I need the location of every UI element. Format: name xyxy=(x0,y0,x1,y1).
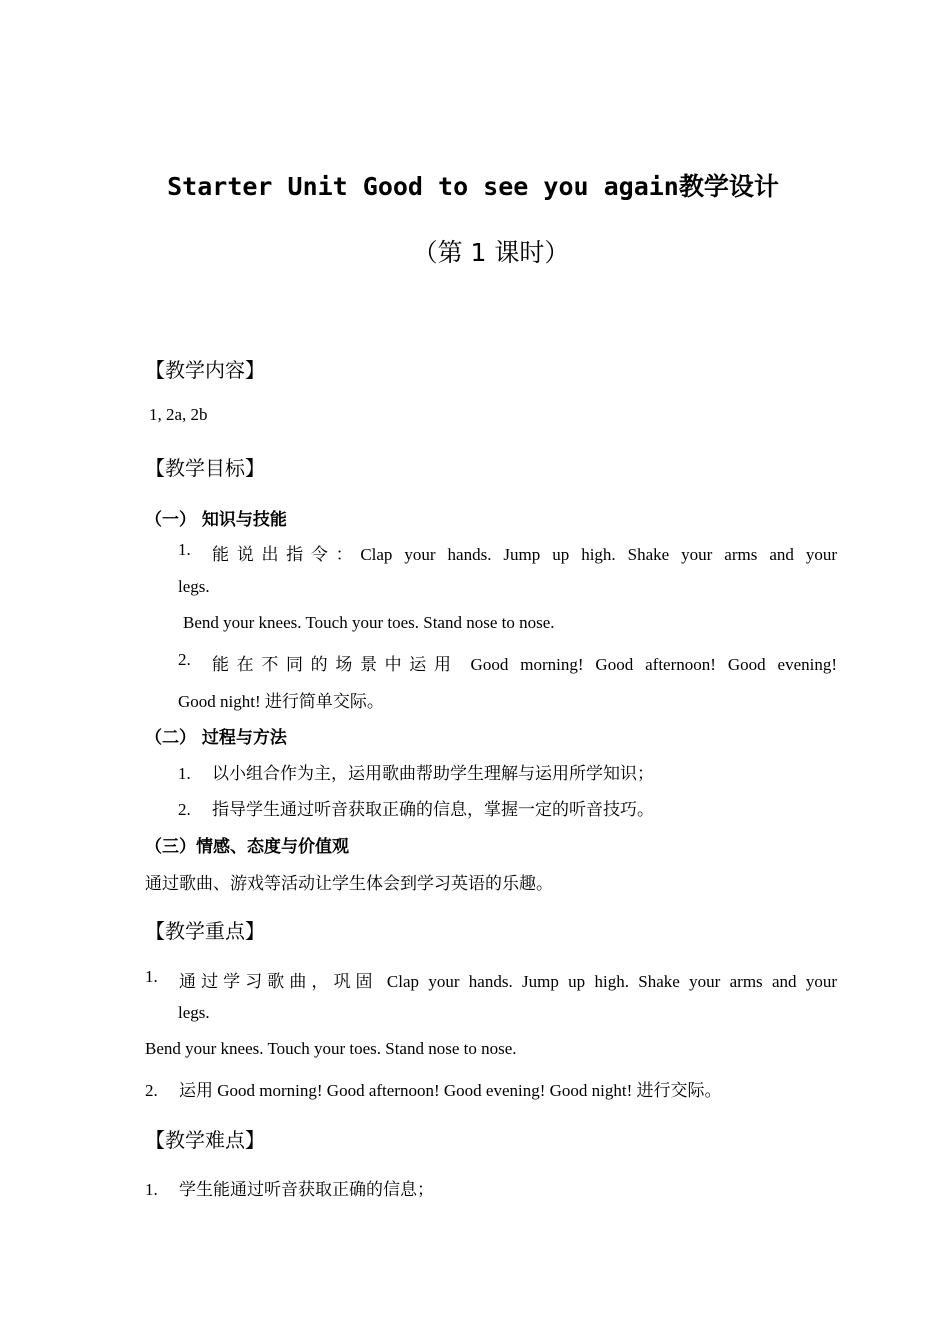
knowledge-label: （一） 知识与技能 xyxy=(145,510,287,530)
emotion-label: （三）情感、态度与价值观 xyxy=(145,837,349,857)
knowledge-item-1 xyxy=(178,540,837,565)
key-point-item-2-text: 运用 Good morning! Good afternoon! Good evening! Good night! 进行交际。 xyxy=(179,1081,722,1100)
list-number: 2. xyxy=(178,800,191,819)
heading-objectives: 【教学目标】 xyxy=(145,456,265,480)
list-number: 1. xyxy=(145,967,158,986)
knowledge-item-2-line-1: 能在不同的场景中运用 Good morning! Good afternoon! Good evening! xyxy=(212,655,837,674)
document-subtitle: （第 1 课时） xyxy=(412,238,570,267)
process-item-2-text: 指导学生通过听音获取正确的信息，掌握一定的听音技巧。 xyxy=(212,800,654,819)
list-number: 1. xyxy=(178,764,191,783)
knowledge-item-1-line-3: Bend your knees. Touch your toes. Stand nose to nose. xyxy=(183,613,555,632)
list-number: 1. xyxy=(145,1180,158,1199)
key-point-item-1 xyxy=(145,967,837,992)
difficulty-item-1-text: 学生能通过听音获取正确的信息； xyxy=(179,1180,434,1199)
knowledge-item-2-line-2: Good night! 进行简单交际。 xyxy=(178,692,384,711)
process-label: （二） 过程与方法 xyxy=(145,728,287,748)
list-number: 2. xyxy=(178,650,191,669)
key-point-item-1-line-2: legs. xyxy=(178,1003,210,1022)
document-title xyxy=(0,167,946,203)
title-chinese: 教学设计 xyxy=(678,172,779,201)
emotion-text: 通过歌曲、游戏等活动让学生体会到学习英语的乐趣。 xyxy=(145,874,553,893)
content-text: 1, 2a, 2b xyxy=(149,405,208,424)
key-point-item-2 xyxy=(145,1076,722,1101)
list-number: 2. xyxy=(145,1081,158,1100)
heading-key-points: 【教学重点】 xyxy=(145,919,265,943)
knowledge-item-2 xyxy=(178,650,837,675)
heading-difficulties: 【教学难点】 xyxy=(145,1128,265,1152)
key-point-item-1-line-1: 通过学习歌曲，巩固 Clap your hands. Jump up high. Shake your arms and your xyxy=(179,972,837,991)
difficulty-item-1 xyxy=(145,1175,434,1200)
process-item-1 xyxy=(178,759,654,784)
heading-content: 【教学内容】 xyxy=(145,358,265,382)
list-number: 1. xyxy=(178,540,191,559)
knowledge-item-1-line-2: legs. xyxy=(178,577,210,596)
key-point-item-1-line-3: Bend your knees. Touch your toes. Stand nose to nose. xyxy=(145,1039,517,1058)
process-item-1-text: 以小组合作为主，运用歌曲帮助学生理解与运用所学知识； xyxy=(212,764,654,783)
knowledge-item-1-line-1: 能说出指令：Clap your hands. Jump up high. Shake your arms and your xyxy=(212,545,837,564)
title-english: Starter Unit Good to see you again xyxy=(167,172,679,201)
process-item-2 xyxy=(178,795,654,820)
